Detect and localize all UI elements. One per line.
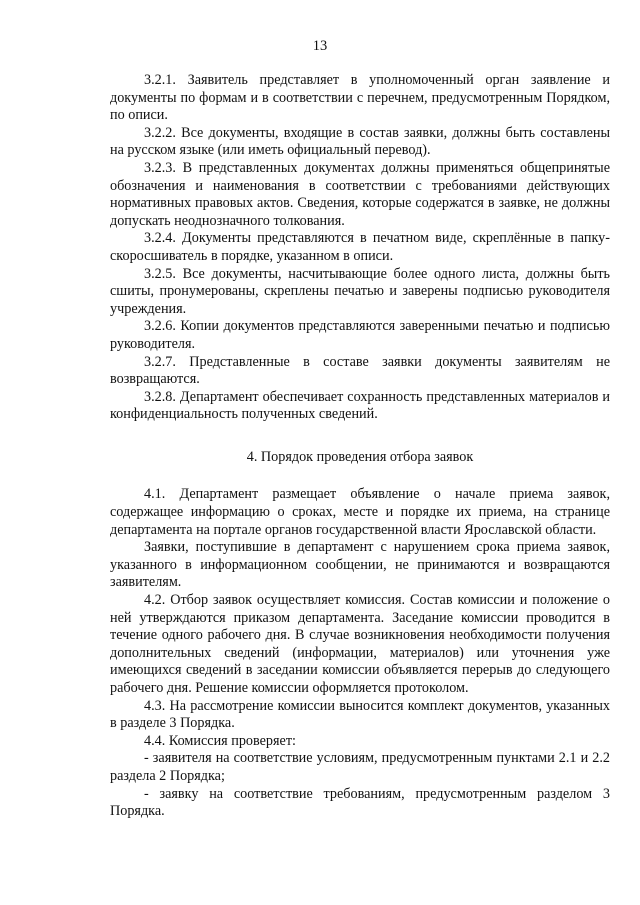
paragraph-late-applications: Заявки, поступившие в департамент с нарушением срока приема заявок, указанного в информационном сообщении, не принимаются и возвращаются заявителям. <box>110 539 610 591</box>
paragraph-3-2-8: 3.2.8. Департамент обеспечивает сохранность представленных материалов и конфиденциальность полученных сведений. <box>110 388 610 423</box>
list-item-application-check: - заявку на соответствие требованиям, предусмотренным разделом 3 Порядка. <box>110 785 610 820</box>
paragraph-3-2-4: 3.2.4. Документы представляются в печатном виде, скреплённые в папку-скоросшиватель в порядке, указанном в описи. <box>110 230 610 264</box>
paragraph-3-2-5: 3.2.5. Все документы, насчитывающие более одного листа, должны быть сшиты, пронумерованы, скреплены печатью и заверены подписью руководителя учреждения. <box>110 265 610 317</box>
paragraph-4-3: 4.3. На рассмотрение комиссии выносится комплект документов, указанных в разделе 3 Порядка. <box>110 697 610 732</box>
list-item-applicant-check: - заявителя на соответствие условиям, предусмотренным пунктами 2.1 и 2.2 раздела 2 Порядка; <box>110 750 610 784</box>
paragraph-3-2-3: 3.2.3. В представленных документах должны применяться общепринятые обозначения и наименования в соответствии с требованиями действующих нормативных правовых актов. Сведения, которые содержатся в заявке, не должны допускать неоднозначного толкования. <box>110 159 610 229</box>
paragraph-4-1: 4.1. Департамент размещает объявление о начале приема заявок, содержащее информацию о сроках, месте и порядке их приема, на странице департамента на портале органов государственной власти Ярославской области. <box>110 486 610 538</box>
paragraph-4-2: 4.2. Отбор заявок осуществляет комиссия. Состав комиссии и положение о ней утверждаются приказом департамента. Заседание комиссии проводится в течение одного рабочего дня. В случае возникновения необходимости получения дополнительных сведений (информации, материалов) или уточнения уже имеющихся сведений в заседании комиссии объявляется перерыв до следующего рабочего дня. Решение комиссии оформляется протоколом. <box>110 592 610 696</box>
page-number: 13 <box>312 38 328 54</box>
paragraph-3-2-6: 3.2.6. Копии документов представляются заверенными печатью и подписью руководителя. <box>110 318 610 352</box>
document-body <box>110 72 610 821</box>
paragraph-3-2-2: 3.2.2. Все документы, входящие в состав заявки, должны быть составлены на русском языке (или иметь официальный перевод). <box>110 124 610 159</box>
paragraph-4-4: 4.4. Комиссия проверяет: <box>144 732 296 749</box>
paragraph-3-2-7: 3.2.7. Представленные в составе заявки документы заявителям не возвращаются. <box>110 353 610 388</box>
paragraph-3-2-1: 3.2.1. Заявитель представляет в уполномоченный орган заявление и документы по формам и в соответствии с перечнем, предусмотренным Порядком, по описи. <box>110 72 610 124</box>
section-4-heading: 4. Порядок проведения отбора заявок <box>246 448 474 465</box>
